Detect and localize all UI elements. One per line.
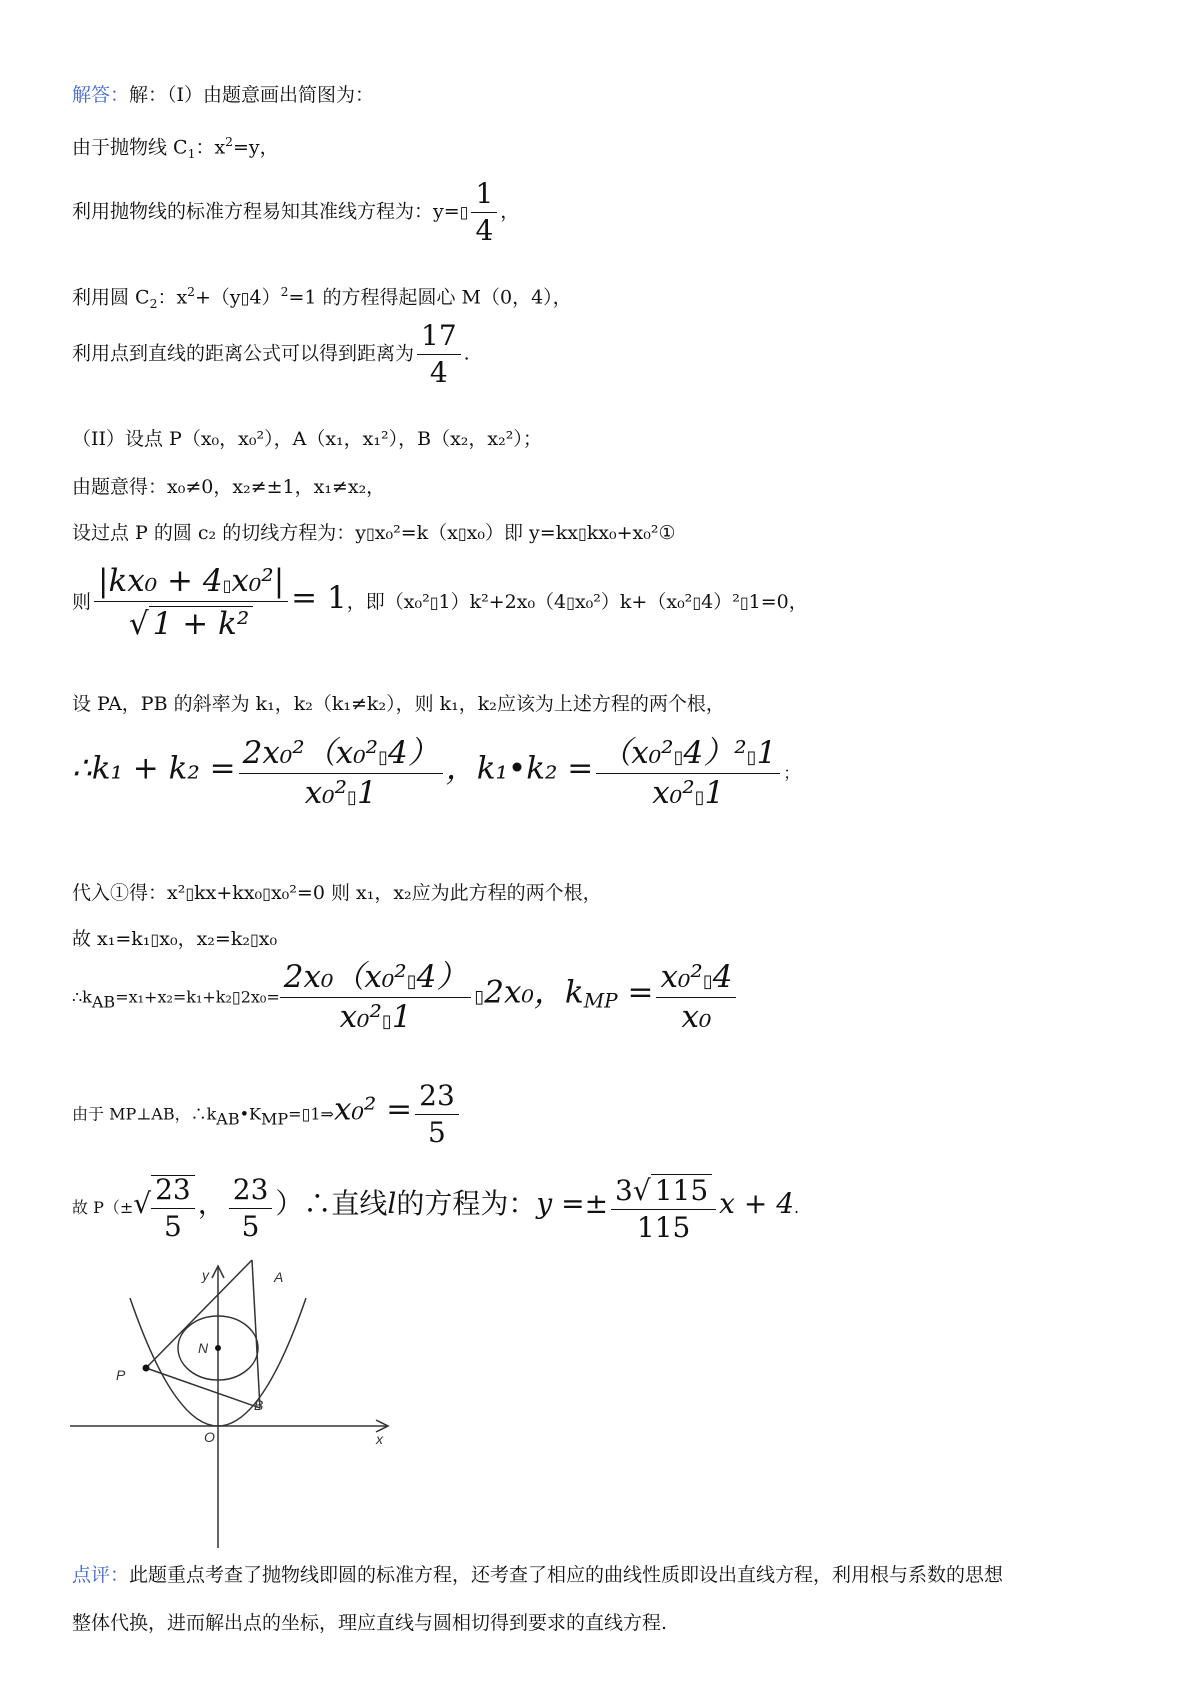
- l11-d1: x₀²: [304, 775, 348, 811]
- l2-text-c: =y，: [233, 136, 279, 159]
- label-p: P: [116, 1367, 126, 1383]
- answer-label: 解答：: [72, 84, 130, 106]
- answer-line-16: 故 P（±√ $\frac{23}{5}$ ， $\frac{23}{5}$ ）∴直线l的方程为：y =± $\frac{3√ 115}{115}$ x + 4.: [72, 1172, 800, 1244]
- label-y: y: [202, 1267, 209, 1283]
- sqrt-23-5: [151, 1175, 195, 1241]
- l8-c: x₀）即 y=kx: [466, 522, 578, 544]
- l9-post5: 1=0，: [748, 591, 808, 613]
- line-ab: [252, 1260, 260, 1408]
- l15-sub: AB: [216, 1109, 240, 1129]
- answer-line-3: [72, 177, 520, 247]
- missing-glyph: ▯: [347, 787, 357, 808]
- l9-post: ，即（x₀²: [346, 591, 430, 613]
- answer-line-7: [72, 478, 385, 497]
- label-b: B: [254, 1397, 264, 1413]
- l11-d1b: 1: [356, 775, 377, 811]
- l16-comma: ，: [197, 1187, 226, 1220]
- l14-pre: ∴k: [72, 987, 92, 1007]
- l8-a: 设过点 P 的圆 c₂ 的切线方程为：y: [72, 522, 366, 544]
- l11-n1: 2x₀²（x₀²: [242, 735, 379, 771]
- l11-d2: x₀²: [652, 775, 695, 811]
- answer-line-11: [72, 735, 800, 811]
- missing-glyph: ▯: [457, 524, 467, 543]
- l16-tail: x + 4: [719, 1187, 795, 1220]
- l15-pre4: 1⇒: [310, 1104, 334, 1124]
- missing-glyph: ▯: [474, 986, 485, 1008]
- review-line-2: [72, 1614, 667, 1633]
- l8-b: x₀²=k（x: [374, 522, 458, 544]
- missing-glyph: ▯: [365, 524, 375, 543]
- missing-glyph: ▯: [673, 747, 684, 768]
- kab-fraction: [280, 959, 472, 1035]
- frac-num: 23: [232, 1172, 269, 1206]
- label-x: x: [376, 1431, 383, 1447]
- frac-num: 23: [419, 1079, 455, 1112]
- l9-num-b: x₀²|: [231, 563, 285, 599]
- l14-eq: =: [617, 974, 654, 1011]
- point-n: [215, 1345, 221, 1351]
- l11-d2b: 1: [704, 775, 725, 811]
- answer-line-5: [72, 319, 470, 389]
- frac-den: 4: [475, 214, 494, 247]
- l15-pre2: •K: [239, 1104, 261, 1124]
- answer-line-10: [72, 695, 725, 714]
- l16-y: y =±: [536, 1187, 609, 1220]
- missing-glyph: ▯: [459, 202, 469, 222]
- l2-text-b: ：x: [195, 136, 226, 159]
- l10-text: 设 PA，PB 的斜率为 k₁，k₂（k₁≠k₂），则 k₁，k₂应该为上述方程的两个根，: [72, 693, 725, 715]
- missing-glyph: ▯: [566, 593, 575, 612]
- l14-n2b: 4: [712, 959, 733, 995]
- l14-pre3: 2x₀=: [240, 987, 280, 1007]
- label-n: N: [198, 1340, 209, 1356]
- l15-sub2: MP: [261, 1109, 289, 1129]
- l14-mp: MP: [583, 988, 618, 1013]
- l6-text: （II）设点 P（x₀，x₀²），A（x₁，x₁²），B（x₂，x₂²）；: [72, 428, 542, 450]
- fraction-1-4: [471, 177, 497, 247]
- l13-c: x₀: [258, 928, 278, 950]
- l11-n2: （x₀²: [600, 735, 674, 771]
- l14-num2: 4）: [416, 959, 468, 995]
- frac-den: 5: [428, 1116, 446, 1149]
- missing-glyph: ▯: [739, 593, 749, 612]
- frac-num: 1: [475, 177, 494, 210]
- frac-den: 115: [636, 1211, 691, 1244]
- l5-text: 利用点到直线的距离公式可以得到距离为: [72, 342, 415, 365]
- l15-x: x₀² =: [333, 1091, 413, 1128]
- frac-num-b: 115: [651, 1174, 712, 1205]
- frac-den: 5: [241, 1209, 260, 1243]
- geometry-figure: [70, 1258, 410, 1552]
- missing-glyph: ▯: [429, 593, 439, 612]
- l9-eq: = 1: [291, 580, 347, 616]
- missing-glyph: ▯: [240, 288, 250, 308]
- l11-lhs: ∴k₁ + k₂ =: [72, 750, 236, 787]
- answer-line-15: [72, 1079, 462, 1149]
- frac-num-a: 3: [615, 1174, 633, 1207]
- answer-line-14: [72, 959, 739, 1035]
- review-text-2: 整体代换，进而解出点的坐标，理应直线与圆相切得到要求的直线方程.: [72, 1612, 668, 1634]
- frac-den: 5: [164, 1210, 182, 1243]
- missing-glyph: ▯: [222, 576, 232, 595]
- answer-line-9: [72, 563, 808, 642]
- l9-den: 1 + k²: [149, 606, 254, 640]
- missing-glyph: ▯: [692, 593, 702, 612]
- missing-glyph: ▯: [406, 971, 417, 992]
- l14-sub: AB: [91, 992, 116, 1012]
- l14-n2: x₀²: [660, 959, 703, 995]
- sum-fraction: [239, 735, 443, 811]
- product-fraction: [596, 735, 780, 811]
- missing-glyph: ▯: [231, 987, 241, 1007]
- fraction-17-4: [417, 319, 461, 389]
- missing-glyph: ▯: [746, 747, 757, 768]
- answer-line-2: 由于抛物线 $C_1$：$x^2=y$，: [72, 135, 279, 162]
- l9-num-a: |kx₀ + 4: [98, 563, 223, 599]
- l4-e: =1 的方程得起圆心 M（0，4），: [288, 286, 572, 309]
- answer-line-1: [72, 86, 374, 105]
- l4-a: 利用圆 C: [72, 286, 150, 309]
- l12-a: 代入①得：x²: [72, 882, 186, 904]
- l5-end: .: [463, 342, 470, 365]
- missing-glyph: ▯: [150, 930, 160, 949]
- answer-line-12: [72, 884, 602, 903]
- missing-glyph: ▯: [378, 747, 388, 768]
- answer-line-8: [72, 524, 676, 543]
- l7-text: 由题意得：x₀≠0，x₂≠±1，x₁≠x₂，: [72, 476, 386, 498]
- l4-b: ：x: [157, 286, 188, 309]
- missing-glyph: ▯: [577, 524, 587, 543]
- frac-num: 23: [155, 1173, 191, 1206]
- l13-a: 故 x₁=k₁: [72, 928, 151, 950]
- fraction-slope: $\frac{3√ 115}{115}$: [611, 1174, 716, 1242]
- l15-pre: 由于 MP⊥AB，∴k: [72, 1104, 217, 1124]
- l12-c: x₀²=0 则 x₁，x₂应为此方程的两个根，: [270, 882, 602, 904]
- kmp-fraction: [656, 959, 736, 1035]
- l11-n1b: 4）: [387, 735, 439, 771]
- l11-end: ；: [783, 763, 800, 783]
- missing-glyph: ▯: [694, 787, 705, 808]
- review-line-1: [72, 1566, 1003, 1585]
- fraction-23-5b: [229, 1172, 273, 1243]
- l9-pre: 则: [72, 591, 92, 613]
- l2-text-a: 由于抛物线 C: [72, 136, 188, 159]
- l16-pre: 故 P（±: [72, 1198, 134, 1217]
- frac-den: 4: [429, 356, 448, 389]
- l12-b: kx+kx₀: [194, 882, 263, 904]
- label-o: O: [204, 1429, 215, 1445]
- answer-line-4: 利用圆 $C_2$：$x^2+(y▯4)^2=1$ 的方程得起圆心 M（0，4），: [72, 285, 572, 312]
- tangent-pb: [146, 1368, 260, 1408]
- l14-mid: 2x₀，k: [484, 974, 584, 1011]
- l16-end: .: [794, 1198, 800, 1217]
- distance-fraction: $\frac{\text{|kx₀ + 4▯x₀²|}}{\text{√ 1 + k²}}$: [94, 566, 288, 640]
- l14-den: x₀²: [339, 999, 382, 1035]
- l3-text: 利用抛物线的标准方程易知其准线方程为：y=: [72, 200, 460, 223]
- l4-c: +（y: [195, 286, 241, 309]
- l8-d: kx₀+x₀²①: [586, 522, 676, 544]
- l3-end: ，: [500, 200, 520, 223]
- l4-d: 4）: [249, 286, 281, 309]
- parabola-circle-diagram: [70, 1258, 410, 1548]
- fraction-23-5: [415, 1079, 459, 1149]
- missing-glyph: ▯: [262, 884, 271, 903]
- l14-den2: 1: [391, 999, 412, 1035]
- missing-glyph: ▯: [702, 971, 713, 992]
- l9-post4: 4）²: [701, 591, 740, 613]
- point-p: [143, 1365, 150, 1372]
- missing-glyph: ▯: [381, 1011, 392, 1032]
- label-a: A: [274, 1269, 284, 1285]
- review-text-1: 此题重点考查了抛物线即圆的标准方程，还考查了相应的曲线性质即设出直线方程，利用根与系数的思想: [129, 1564, 1004, 1586]
- l14-pre2: =x₁+x₂=k₁+k₂: [115, 987, 232, 1007]
- l11-n2b: 4）²: [683, 735, 747, 771]
- l11-n2c: 1: [756, 735, 777, 771]
- answer-line-13: [72, 930, 277, 949]
- l15-pre3: =: [288, 1104, 302, 1124]
- l16-post2: 的方程为：: [396, 1187, 537, 1220]
- l9-post2: 1）k²+2x₀（4: [438, 591, 567, 613]
- missing-glyph: ▯: [301, 1104, 311, 1124]
- frac-num: 17: [421, 319, 457, 352]
- l16-post: ）∴直线: [275, 1187, 388, 1220]
- l11-mid: ，k₁•k₂ =: [445, 750, 594, 787]
- missing-glyph: ▯: [185, 884, 195, 903]
- l14-num: 2x₀（x₀²: [283, 959, 407, 995]
- missing-glyph: ▯: [249, 930, 259, 949]
- answer-line-6: [72, 430, 542, 449]
- answer-intro: 解：（I）由题意画出简图为：: [129, 84, 375, 106]
- review-label: 点评：: [72, 1564, 130, 1586]
- l14-d2: x₀: [681, 999, 712, 1035]
- l9-post3: x₀²）k+（x₀²: [574, 591, 693, 613]
- l13-b: x₀，x₂=k₂: [159, 928, 250, 950]
- l16-l: l: [387, 1187, 397, 1220]
